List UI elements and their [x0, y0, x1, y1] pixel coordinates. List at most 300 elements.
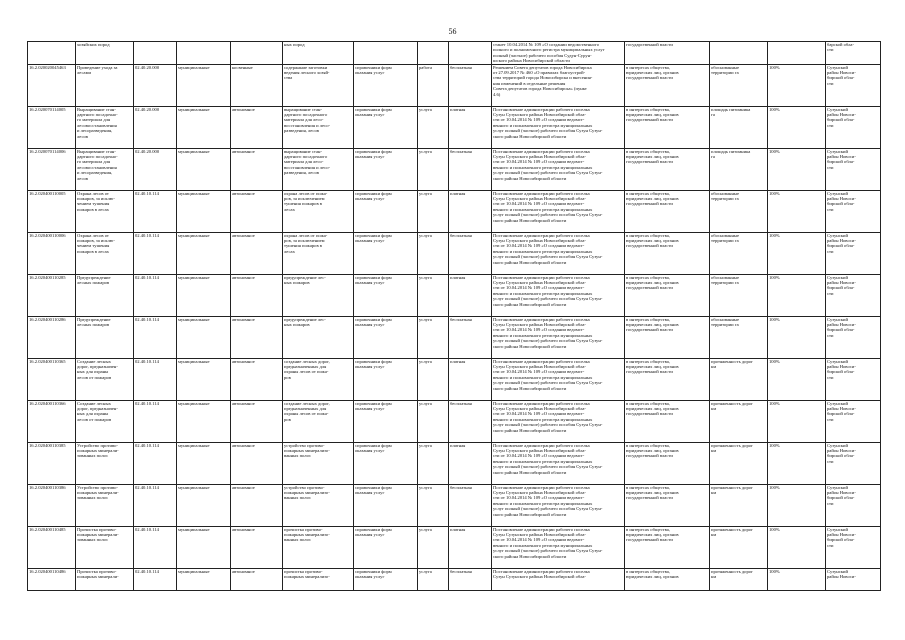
cell-text-line: Сузун Сузунского района Новосибирской обла-	[493, 532, 586, 538]
cell-work-or-service	[418, 106, 449, 148]
cell-text-line: платная	[450, 106, 466, 112]
cell-text-line: ных для охраны	[77, 369, 109, 375]
cell-service-name	[76, 106, 134, 148]
cell-text-line: сти	[827, 206, 834, 212]
cell-service-content	[283, 484, 354, 526]
table-row	[28, 568, 881, 590]
cell-work-or-service	[418, 42, 449, 65]
cell-text-line: 02.40.20.000	[135, 64, 160, 70]
cell-text-line: 02.40.10.114	[135, 232, 159, 238]
cell-text-line: сти	[827, 248, 834, 254]
cell-text-line: бесплатная	[450, 316, 472, 322]
cell-text-line: венного и полномочного регистра муниципальных	[493, 416, 593, 422]
cell-text-line: протяженность дорог	[711, 568, 753, 574]
cell-text-line: автономное	[232, 442, 255, 448]
cell-text-line: услуг полный (частное) рабочего пособия Сузун Сузун-	[493, 422, 603, 428]
cell-text-line: услуг полный (частное) рабочего пособия Сузун Сузун-	[493, 296, 603, 302]
cell-text-line: муниципальные	[178, 190, 210, 196]
cell-text-line: услуг полный (частное) рабочего пособия Сузун Сузун-	[493, 380, 603, 386]
cell-text-line: сти	[827, 164, 834, 170]
cell-text-line: Постановление администрации рабочего поселка	[493, 526, 590, 532]
cell-text-line: Предупреждение	[77, 274, 111, 280]
cell-text-line: сти от 10.04.2014 № 109 «О создании ведомст-	[493, 285, 585, 291]
cell-registry-code	[28, 400, 76, 442]
cell-text-line: автономное	[232, 526, 255, 532]
cell-legal-basis	[492, 232, 625, 274]
cell-text-line: услуга	[419, 400, 432, 406]
cell-text-line: автономное	[232, 400, 255, 406]
cell-text-line: сти	[827, 416, 834, 422]
cell-text-line: бирской обла-	[827, 453, 855, 459]
table-row	[28, 64, 881, 106]
cell-registry-code	[28, 42, 76, 65]
cell-text-line: юридических лиц, органов	[626, 112, 679, 118]
cell-text-line: выращивание стан-	[284, 148, 322, 154]
cell-text-line: 100%	[769, 484, 780, 490]
cell-service-content	[283, 232, 354, 274]
cell-text-line: ных для охраны	[77, 411, 109, 417]
cell-text-line: 16.2.020070114005	[29, 106, 66, 112]
cell-text-line: км	[711, 574, 717, 580]
cell-text-line: тушения пожаров в	[284, 243, 322, 249]
cell-text-line: услуга	[419, 358, 432, 364]
cell-text-line: бирской обла-	[827, 411, 855, 417]
cell-text-line: обоснованные	[711, 190, 740, 196]
cell-text-line: Сузунский	[827, 526, 848, 532]
cell-text-line: услуга	[419, 442, 432, 448]
cell-text-line: муниципальные	[178, 442, 210, 448]
cell-registry-code	[28, 316, 76, 358]
cell-text-line: в интересах общества,	[626, 316, 670, 322]
cell-provision-form	[354, 42, 418, 65]
cell-text-line: государственной власти	[626, 201, 673, 207]
cell-okved-code	[134, 484, 177, 526]
cell-text-line: венного и полномочного регистра муниципальных	[493, 332, 593, 338]
cell-text-line: сти	[827, 500, 834, 506]
cell-text-line: 16.2.020400110365	[29, 358, 66, 364]
cell-payment-type	[449, 316, 492, 358]
cell-institution-type	[231, 400, 283, 442]
cell-text-line: протяженность дорог	[711, 442, 753, 448]
cell-text-line: сти	[827, 47, 834, 53]
cell-text-line: 02.40.10.114	[135, 568, 159, 574]
cell-text-line: обоснованные	[711, 232, 740, 238]
cell-institution-type	[231, 190, 283, 232]
cell-service-content	[283, 274, 354, 316]
cell-text-line: в интересах общества,	[626, 232, 670, 238]
cell-text-line: справочники форм	[355, 358, 392, 364]
cell-text-line: 16.2.020400110286	[29, 316, 66, 322]
cell-consumers	[625, 568, 710, 590]
cell-text-line: район Новоси-	[827, 112, 856, 118]
cell-quality-indicator	[768, 526, 826, 568]
cell-text-line: услуг полный (частное) рабочего пособия Сузун Сузун-	[493, 338, 603, 344]
cell-provision-form	[354, 442, 418, 484]
cell-text-line: государственной власти	[626, 453, 673, 459]
cell-text-line: и лесоразведения,	[77, 128, 113, 134]
cell-work-or-service	[418, 526, 449, 568]
cell-text-line: муниципальные	[178, 106, 210, 112]
cell-territory	[826, 358, 881, 400]
cell-text-line: ных пожаров	[284, 322, 310, 328]
cell-territory	[826, 42, 881, 65]
cell-text-line: Постановление администрации рабочего поселка	[493, 358, 590, 364]
cell-volume-indicator	[710, 274, 768, 316]
cell-text-line: ных пожаров	[284, 280, 310, 286]
cell-text-line: автономное	[232, 232, 255, 238]
cell-text-line: справочники форм	[355, 316, 392, 322]
cell-text-line: автономное	[232, 274, 255, 280]
cell-text-line: Сузун Сузунского района Новосибирской обла-	[493, 364, 586, 370]
cell-text-line: сти от 10.04.2014 № 109 «О создании ведомст-	[493, 411, 585, 417]
table-row	[28, 526, 881, 568]
cell-text-line: 100%	[769, 64, 780, 70]
cell-text-line: Сузунский	[827, 484, 848, 490]
table-row	[28, 190, 881, 232]
cell-text-line: справочники форм	[355, 274, 392, 280]
page-number: 56	[448, 27, 457, 36]
cell-legal-basis	[492, 274, 625, 316]
cell-quality-indicator	[768, 484, 826, 526]
cell-okved-code	[134, 316, 177, 358]
cell-text-line: государственной власти	[626, 495, 673, 501]
table-row	[28, 274, 881, 316]
cell-text-line: создание лесных дорог,	[284, 358, 330, 364]
cell-text-line: предназначенных для	[284, 406, 327, 412]
cell-quality-indicator	[768, 42, 826, 65]
cell-legal-basis	[492, 316, 625, 358]
cell-text-line: пожаров, за исклю-	[77, 196, 115, 202]
cell-volume-indicator	[710, 316, 768, 358]
cell-text-line: в интересах общества,	[626, 106, 670, 112]
cell-text-line: Создание лесных	[77, 400, 111, 406]
table-row	[28, 106, 881, 148]
cell-text-line: бирской обла-	[827, 369, 855, 375]
cell-service-content	[283, 568, 354, 590]
table-row	[28, 148, 881, 190]
cell-text-line: муниципальные	[178, 568, 210, 574]
cell-text-line: Сузун Сузунского района Новосибирской обла-	[493, 448, 586, 454]
cell-text-line: Устройство противо-	[77, 484, 118, 490]
cell-text-line: Устройство противо-	[77, 442, 118, 448]
cell-text-line: прочистка противо-	[284, 526, 323, 532]
cell-text-line: пожарных минерали-	[77, 448, 119, 454]
cell-text-line: площадь питомника	[711, 106, 751, 112]
cell-text-line: платная	[450, 442, 466, 448]
cell-text-line: район Новоси-	[827, 532, 856, 538]
cell-provision-form	[354, 316, 418, 358]
cell-text-line: бесплатная	[450, 400, 472, 406]
cell-service-name	[76, 526, 134, 568]
cell-text-line: муниципальные	[178, 400, 210, 406]
cell-text-line: ванных полос	[284, 495, 312, 501]
cell-text-line: венного и полномочного регистра муниципальных	[493, 374, 593, 380]
cell-okved-code	[134, 358, 177, 400]
cell-service-content	[283, 64, 354, 106]
cell-text-line: район Новоси-	[827, 154, 856, 160]
cell-payment-type	[449, 64, 492, 106]
cell-text-line: сти от 10.04.2014 № 109 «О создании ведомст-	[493, 201, 585, 207]
cell-text-line: км	[711, 364, 717, 370]
cell-text-line: 16.2.020400110486	[29, 568, 66, 574]
cell-service-name	[76, 42, 134, 65]
cell-text-line: услуг полный (частное) рабочего пособия Сузун Сузун-	[493, 464, 603, 470]
cell-text-line: услуга	[419, 526, 432, 532]
cell-text-line: сти	[827, 290, 834, 296]
cell-service-type	[177, 148, 231, 190]
cell-text-line: 100%	[769, 232, 780, 238]
cell-text-line: бирской обла-	[827, 75, 855, 81]
cell-service-type	[177, 274, 231, 316]
cell-text-line: пожаров в лесах	[77, 248, 109, 254]
cell-text-line: 02.40.20.000	[135, 148, 160, 154]
cell-text-line: автономное	[232, 358, 255, 364]
cell-text-line: Сузун Сузунского района Новосибирской обла-	[493, 196, 586, 202]
cell-service-type	[177, 316, 231, 358]
cell-text-line: предупреждение лес-	[284, 316, 326, 322]
cell-consumers	[625, 148, 710, 190]
cell-service-name	[76, 358, 134, 400]
cell-institution-type	[231, 232, 283, 274]
cell-text-line: государственной власти	[626, 42, 673, 47]
cell-text-line: Сузунский	[827, 400, 848, 406]
cell-institution-type	[231, 316, 283, 358]
cell-text-line: тушения пожаров в	[284, 201, 322, 207]
cell-service-name	[76, 232, 134, 274]
cell-text-line: восстановления и лесо-	[284, 122, 331, 128]
cell-legal-basis	[492, 526, 625, 568]
cell-institution-type	[231, 568, 283, 590]
cell-text-line: муниципальные	[178, 526, 210, 532]
cell-text-line: территории га	[711, 280, 739, 286]
cell-text-line: обоснованные	[711, 316, 740, 322]
cell-service-type	[177, 106, 231, 148]
cell-territory	[826, 232, 881, 274]
cell-text-line: 16.2.020400110005	[29, 190, 66, 196]
cell-provision-form	[354, 232, 418, 274]
cell-text-line: га	[711, 154, 715, 160]
cell-text-line: в интересах общества,	[626, 568, 670, 574]
cell-text-line: предназначенных для	[284, 364, 327, 370]
cell-text-line: район Новоси-	[827, 490, 856, 496]
cell-text-line: район Новоси-	[827, 280, 856, 286]
cell-text-line: оказания услуг	[355, 574, 385, 580]
cell-text-line: услуг полный (частное) рабочего пособия Сузун Сузун-	[493, 212, 603, 218]
cell-text-line: услуга	[419, 316, 432, 322]
cell-text-line: пожарных минерализо-	[284, 532, 330, 538]
cell-text-line: Сузунский	[827, 232, 848, 238]
cell-consumers	[625, 42, 710, 65]
cell-registry-code	[28, 526, 76, 568]
cell-text-line: бирской обла-	[827, 537, 855, 543]
cell-text-line: 02.40.10.114	[135, 442, 159, 448]
cell-registry-code	[28, 358, 76, 400]
cell-legal-basis	[492, 400, 625, 442]
cell-text-line: территории га	[711, 238, 739, 244]
cell-text-line: Постановление администрации рабочего поселка	[493, 442, 590, 448]
cell-text-line: пожарных минерали-	[77, 574, 119, 580]
cell-text-line: 100%	[769, 274, 780, 280]
cell-text-line: Сузун Сузунского района Новосибирской обла-	[493, 238, 586, 244]
cell-text-line: в интересах общества,	[626, 400, 670, 406]
cell-service-content	[283, 358, 354, 400]
cell-legal-basis	[492, 442, 625, 484]
cell-text-line: оказания услуг	[355, 322, 385, 328]
cell-text-line: 16.2.020400110006	[29, 232, 66, 238]
cell-text-line: 100%	[769, 568, 780, 574]
cell-text-line: Проведение ухода за	[77, 64, 118, 70]
cell-payment-type	[449, 148, 492, 190]
cell-quality-indicator	[768, 190, 826, 232]
cell-text-line: справочники форм	[355, 148, 392, 154]
cell-text-line: муниципальные	[178, 274, 210, 280]
cell-text-line: 100%	[769, 106, 780, 112]
table-row	[28, 316, 881, 358]
cell-work-or-service	[418, 64, 449, 106]
cell-text-line: Сузунский	[827, 274, 848, 280]
cell-text-line: полного и полномочного регистра муниципальных услуг	[493, 47, 605, 53]
cell-text-line: 100%	[769, 148, 780, 154]
cell-provision-form	[354, 106, 418, 148]
cell-text-line: сти от 10.04.2014 № 109 «О создании ведомст-	[493, 327, 585, 333]
cell-text-line: Совета депутатов города Новосибирска» (пункт	[493, 86, 587, 92]
cell-text-line: ных пород	[284, 42, 305, 47]
cell-provision-form	[354, 64, 418, 106]
cell-institution-type	[231, 106, 283, 148]
cell-text-line: сти от 10.04.2014 № 109 «О создании ведомст-	[493, 159, 585, 165]
cell-text-line: оказания услуг	[355, 448, 385, 454]
cell-text-line: услуга	[419, 190, 432, 196]
cell-text-line: лесных пожаров	[77, 280, 110, 286]
cell-text-line: охраны лесов от пожа-	[284, 369, 329, 375]
cell-text-line: 16.2.020400110285	[29, 274, 66, 280]
cell-text-line: государственной власти	[626, 117, 673, 123]
cell-text-line: хозяйских пород	[77, 42, 110, 47]
cell-legal-basis	[492, 484, 625, 526]
cell-text-line: сти	[827, 332, 834, 338]
cell-text-line: в интересах общества,	[626, 148, 670, 154]
cell-text-line: оказания услуг	[355, 406, 385, 412]
cell-text-line: оказания услуг	[355, 196, 385, 202]
cell-service-name	[76, 190, 134, 232]
cell-text-line: автономное	[232, 106, 255, 112]
cell-text-line: район Новоси-	[827, 322, 856, 328]
cell-institution-type	[231, 484, 283, 526]
cell-text-line: Охрана лесов от	[77, 190, 109, 196]
cell-text-line: венного и полномочного регистра муниципальных	[493, 542, 593, 548]
cell-territory	[826, 484, 881, 526]
cell-text-line: пожаров, за исклю-	[77, 238, 115, 244]
cell-text-line: протяженность дорог	[711, 400, 753, 406]
cell-quality-indicator	[768, 106, 826, 148]
cell-text-line: дартного посадочного	[284, 112, 328, 118]
cell-text-line: Сузун Сузунского района Новосибирской обла-	[493, 574, 586, 580]
cell-quality-indicator	[768, 64, 826, 106]
cell-volume-indicator	[710, 400, 768, 442]
cell-text-line: обоснованные	[711, 64, 740, 70]
cell-text-line: район Новоси-	[827, 448, 856, 454]
cell-text-line: сти	[827, 458, 834, 464]
cell-text-line: га	[711, 112, 715, 118]
cell-text-line: 16.2.020400110366	[29, 400, 66, 406]
cell-consumers	[625, 526, 710, 568]
cell-institution-type	[231, 442, 283, 484]
cell-text-line: Сузун Сузунского района Новосибирской обла-	[493, 154, 586, 160]
cell-institution-type	[231, 526, 283, 568]
cell-text-line: от 27.09.2017 № 460 «О правилах благоустрой-	[493, 70, 586, 76]
cell-text-line: территории га	[711, 70, 739, 76]
cell-text-line: лесовосстановления	[77, 122, 117, 128]
cell-registry-code	[28, 232, 76, 274]
cell-payment-type	[449, 400, 492, 442]
cell-text-line: Предупреждение	[77, 316, 111, 322]
cell-work-or-service	[418, 232, 449, 274]
cell-text-line: бирской обла-	[827, 243, 855, 249]
cell-text-line: пожарных минерализо-	[284, 490, 330, 496]
cell-volume-indicator	[710, 64, 768, 106]
cell-text-line: ского района Новосибирской области	[493, 133, 567, 139]
cell-text-line: Сузунский	[827, 190, 848, 196]
cell-text-line: Прочистка противо-	[77, 568, 117, 574]
cell-text-line: венного и полномочного регистра муниципальных	[493, 248, 593, 254]
cell-text-line: бесплатная	[450, 484, 472, 490]
cell-text-line: сти	[827, 374, 834, 380]
cell-text-line: государственной власти	[626, 327, 673, 333]
cell-text-line: 100%	[769, 526, 780, 532]
cell-service-name	[76, 400, 134, 442]
cell-text-line: муниципальные	[178, 484, 210, 490]
cell-text-line: зованных полос	[77, 495, 109, 501]
cell-text-line: справочники форм	[355, 64, 392, 70]
table-row	[28, 232, 881, 274]
cell-service-content	[283, 316, 354, 358]
cell-text-line: сти	[827, 122, 834, 128]
cell-text-line: венного и полномочного регистра муниципальных	[493, 290, 593, 296]
cell-service-name	[76, 274, 134, 316]
cell-text-line: протяженность дорог	[711, 358, 753, 364]
cell-text-line: лесов от пожаров	[77, 374, 112, 380]
cell-text-line: оказания услуг	[355, 490, 385, 496]
cell-legal-basis	[492, 106, 625, 148]
cell-text-line: венного и полномочного регистра муниципальных	[493, 458, 593, 464]
cell-text-line: 02.40.10.114	[135, 190, 159, 196]
cell-text-line: оказания услуг	[355, 70, 385, 76]
cell-territory	[826, 190, 881, 232]
cell-text-line: услуг полный (частное) рабочего пособия Сузун Сузун-	[493, 128, 603, 134]
cell-text-line: сти от 10.04.2014 № 109 «О создании ведомст-	[493, 369, 585, 375]
cell-text-line: услуга	[419, 232, 432, 238]
cell-okved-code	[134, 106, 177, 148]
cell-text-line: оказания услуг	[355, 532, 385, 538]
cell-registry-code	[28, 274, 76, 316]
cell-work-or-service	[418, 568, 449, 590]
cell-text-line: Постановление администрации рабочего поселка	[493, 400, 590, 406]
cell-text-line: полный (частное) рабочего пособия Судун-Сурун-	[493, 52, 592, 58]
cell-text-line: дартного посадочно-	[77, 154, 118, 160]
cell-text-line: бирской обла-	[827, 495, 855, 501]
cell-registry-code	[28, 148, 76, 190]
cell-text-line: дартного посадочного	[284, 154, 328, 160]
cell-text-line: Сузунский	[827, 442, 848, 448]
table-row	[28, 442, 881, 484]
cell-text-line: государственной власти	[626, 243, 673, 249]
cell-text-line: Охрана лесов от	[77, 232, 109, 238]
cell-provision-form	[354, 526, 418, 568]
cell-text-line: 100%	[769, 190, 780, 196]
cell-text-line: ров, за исключением	[284, 196, 325, 202]
cell-text-line: 16.2.020400110385	[29, 442, 66, 448]
cell-text-line: Сузунский	[827, 358, 848, 364]
